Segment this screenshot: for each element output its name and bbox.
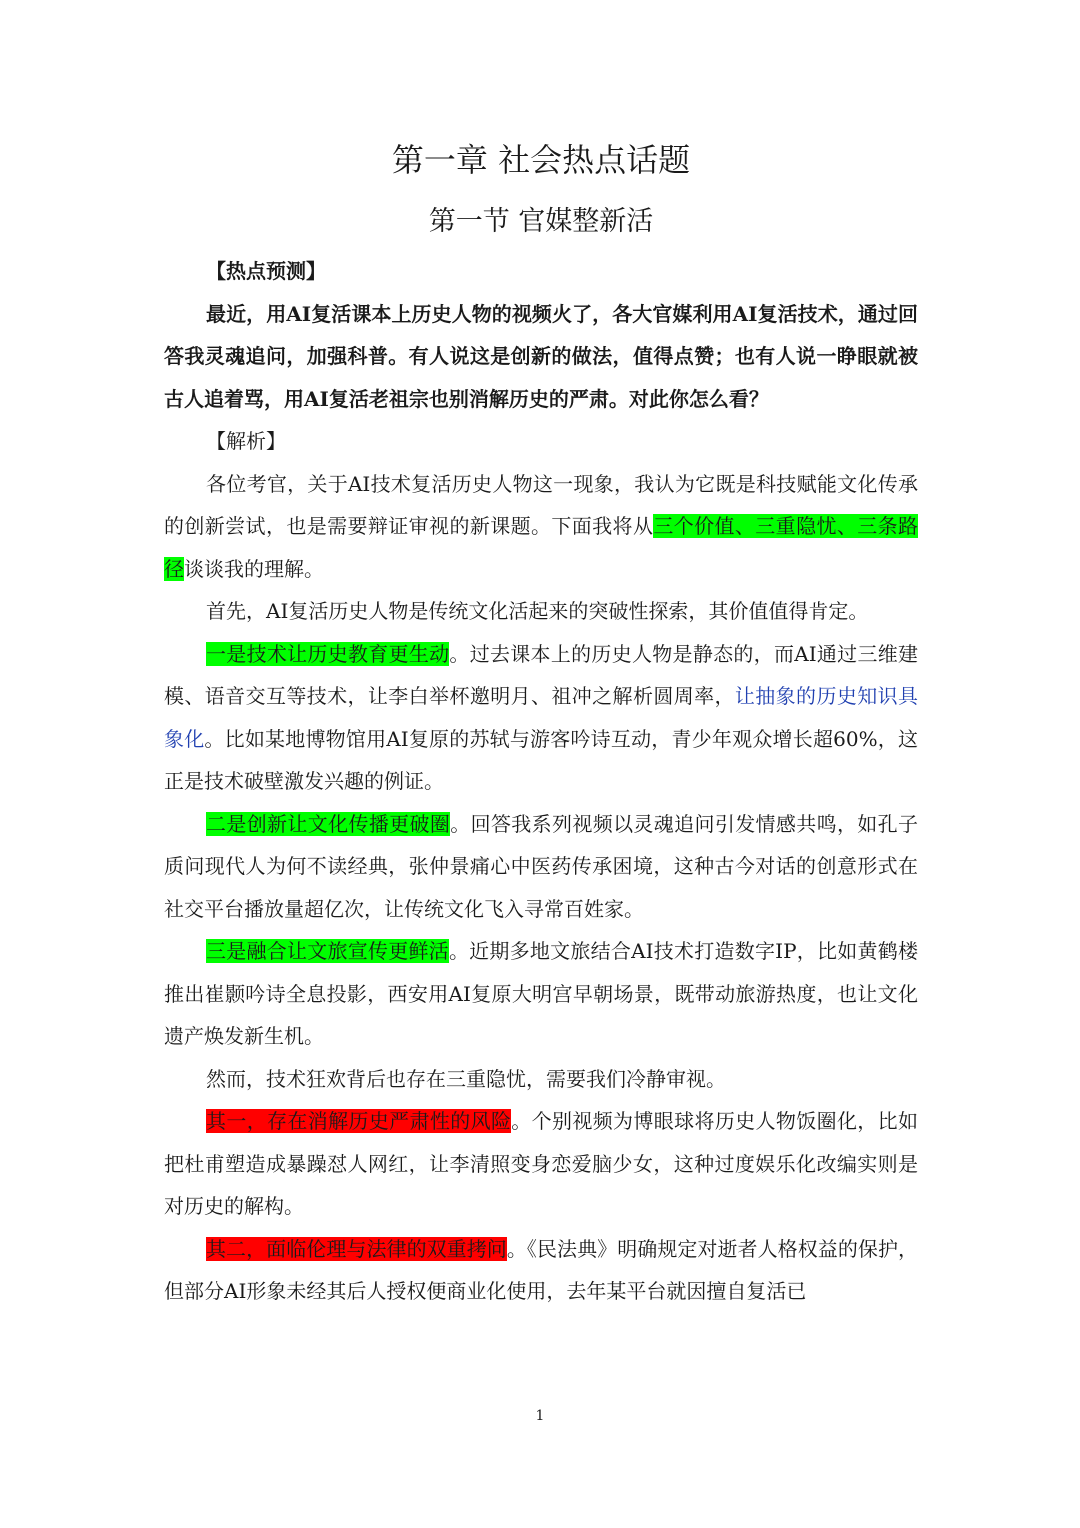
concern-point-one: [164, 1100, 918, 1228]
highlight-outline: 三个价值、三重隐忧、三条路径: [164, 514, 919, 581]
value-point-one: [164, 633, 918, 803]
highlight-concern-one: 其一，存在消解历史严肃性的风险: [206, 1109, 512, 1133]
intro-text: 各位考官，关于AI技术复活历史人物这一现象，我认为它既是科技赋能文化传承的创新尝试，也是需要辩证审视的新课题。下面我将从: [164, 471, 918, 538]
point-two-text: 。回答我系列视频以灵魂追问引发情感共鸣，如孔子质问现代人为何不读经典，张仲景痛心中医药传承困境，这种古今对话的创意形式在社交平台播放量超亿次，让传统文化飞入寻常百姓家。: [164, 811, 919, 921]
blue-emphasis: 让抽象的历史知识具象化: [164, 684, 919, 751]
analysis-paragraph-value: 首先，AI复活历史人物是传统文化活起来的突破性探索，其价值值得肯定。: [206, 599, 869, 623]
concern-one-text: 。个别视频为博眼球将历史人物饭圈化，比如把杜甫塑造成暴躁怼人网红，让李清照变身恋爱脑少女，这种过度娱乐化改编实则是对历史的解构。: [164, 1109, 919, 1218]
page-content: [164, 138, 918, 1313]
label-analysis: 【解析】: [206, 429, 286, 453]
point-three-text: 。近期多地文旅结合AI技术打造数字IP，比如黄鹤楼推出崔颢吟诗全息投影，西安用AI复原大明宫早朝场景，既带动旅游热度，也让文化遗产焕发新生机。: [164, 939, 919, 1048]
value-point-three: [164, 930, 918, 1058]
label-prediction: 【热点预测】: [206, 259, 326, 283]
highlight-point-two: 二是创新让文化传播更破圈: [206, 811, 451, 836]
chapter-title: 第一章 社会热点话题: [391, 141, 691, 179]
intro-text-end: 谈谈我的理解。: [184, 556, 324, 581]
highlight-point-three: 三是融合让文旅宣传更鲜活: [206, 939, 449, 963]
concern-two-text: 。《民法典》明确规定对逝者人格权益的保护，但部分AI形象未经其后人授权便商业化使用，去年某平台就因擅自复活已: [164, 1236, 919, 1303]
point-one-text: 。过去课本上的历史人物是静态的，而AI通过三维建模、语音交互等技术，让李白举杯邀明月、祖冲之解析圆周率，: [164, 641, 919, 708]
analysis-paragraph-intro: [164, 463, 918, 591]
analysis-paragraph-concerns: 然而，技术狂欢背后也存在三重隐忧，需要我们冷静审视。: [206, 1066, 726, 1091]
concern-point-two: [164, 1228, 918, 1313]
point-one-text-end: 。比如某地博物馆用AI复原的苏轼与游客吟诗互动，青少年观众增长超60%，这正是技术破壁激发兴趣的例证。: [164, 726, 919, 793]
question-paragraph: 最近，用AI复活课本上历史人物的视频火了，各大官媒利用AI复活技术，通过回答我灵魂追问，加强科普。有人说这是创新的做法，值得点赞；也有人说一睁眼就被古人追着骂，用AI复活老祖宗也别消解历史的严肃。对此你怎么看？: [164, 301, 918, 411]
value-point-two: [164, 803, 918, 931]
highlight-point-one: 一是技术让历史教育更生动: [206, 641, 450, 666]
page-number: 1: [535, 1408, 545, 1424]
highlight-concern-two: 其二，面临伦理与法律的双重拷问: [206, 1236, 507, 1261]
section-title: 第一节 官媒整新活: [428, 206, 654, 237]
